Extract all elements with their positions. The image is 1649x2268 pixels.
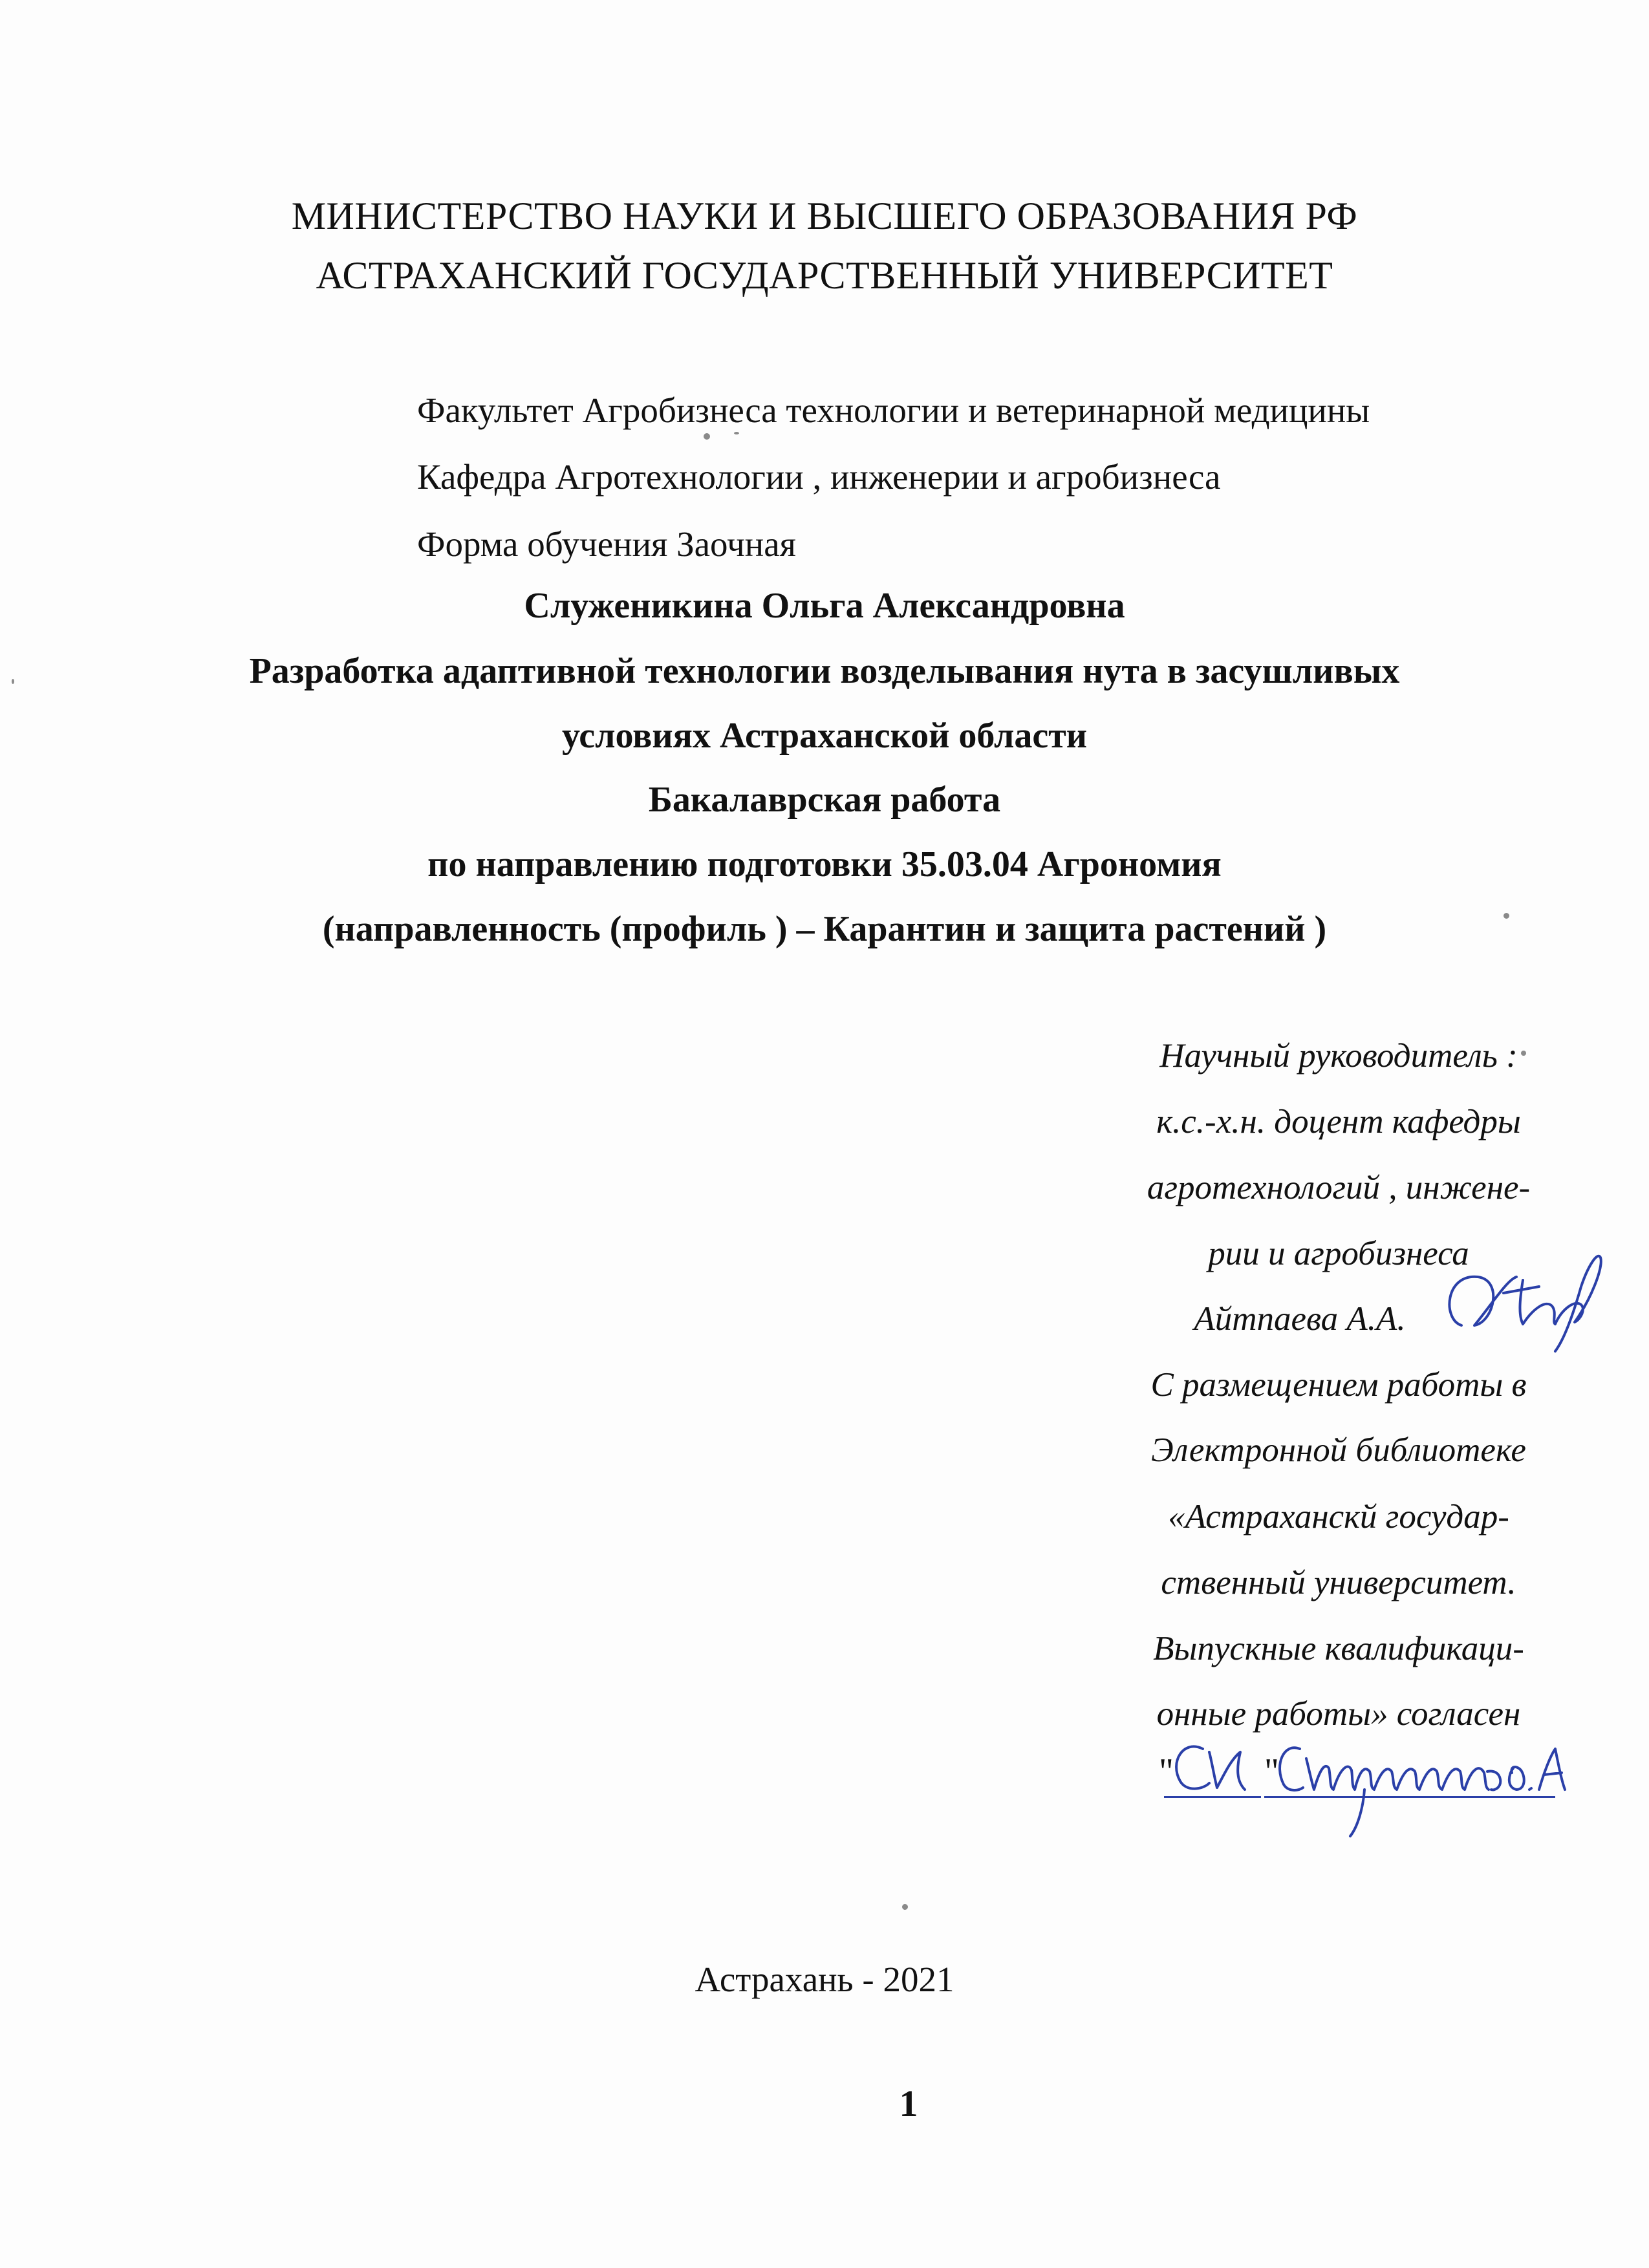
department-line: Кафедра Агротехнологии , инженерии и агробизнеса: [417, 457, 1221, 497]
ministry-heading: МИНИСТЕРСТВО НАУКИ И ВЫСШЕГО ОБРАЗОВАНИЯ РФ: [291, 195, 1358, 237]
city-year: Астрахань - 2021: [695, 1960, 954, 1999]
university-heading: АСТРАХАНСКИЙ ГОСУДАРСТВЕННЫЙ УНИВЕРСИТЕТ: [316, 254, 1333, 297]
scan-speck: [902, 1904, 908, 1910]
student-initials-signature: [1164, 1733, 1261, 1804]
supervisor-department-2: рии и агробизнеса: [1208, 1235, 1469, 1272]
consent-line-6: онные работы» согласен: [1156, 1695, 1521, 1733]
page-number: 1: [899, 2082, 918, 2124]
faculty-line: Факультет Агробизнеса технологии и ветеринарной медицины: [417, 390, 1370, 430]
author-name: Служеникина Ольга Александровна: [524, 586, 1125, 626]
scan-speck: [1503, 913, 1509, 919]
middle-quote: ": [1264, 1751, 1279, 1792]
supervisor-signature: [1442, 1248, 1610, 1358]
work-type: Бакалаврская работа: [648, 780, 1001, 820]
student-signature: [1267, 1733, 1571, 1843]
study-form-line: Форма обучения Заочная: [417, 524, 796, 564]
consent-line-5: Выпускные квалификаци-: [1153, 1630, 1524, 1667]
consent-line-2: Электронной библиотеке: [1151, 1431, 1526, 1469]
study-profile: (направленность (профиль ) – Карантин и защита растений ): [322, 909, 1327, 949]
scan-speck: [1521, 1051, 1526, 1056]
study-direction: по направлению подготовки 35.03.04 Агрономия: [427, 844, 1222, 884]
supervisor-degree: к.с.-х.н. доцент кафедры: [1156, 1103, 1521, 1140]
open-quote: ": [1159, 1751, 1174, 1792]
supervisor-label: Научный руководитель :: [1159, 1037, 1518, 1075]
thesis-title-line-2: условиях Астраханской области: [561, 716, 1088, 756]
consent-line-1: С размещением работы в: [1150, 1366, 1527, 1404]
consent-line-4: ственный университет.: [1161, 1564, 1516, 1601]
supervisor-department-1: агротехнологий , инжене-: [1147, 1169, 1531, 1206]
consent-line-3: «Астраханскй государ-: [1168, 1498, 1509, 1535]
thesis-title-line-1: Разработка адаптивной технологии возделывания нута в засушливых: [249, 651, 1400, 691]
scan-speck: [734, 432, 739, 434]
scan-speck: [704, 433, 710, 440]
supervisor-name: Айтпаева А.А.: [1194, 1300, 1406, 1338]
scan-speck: [12, 679, 14, 684]
